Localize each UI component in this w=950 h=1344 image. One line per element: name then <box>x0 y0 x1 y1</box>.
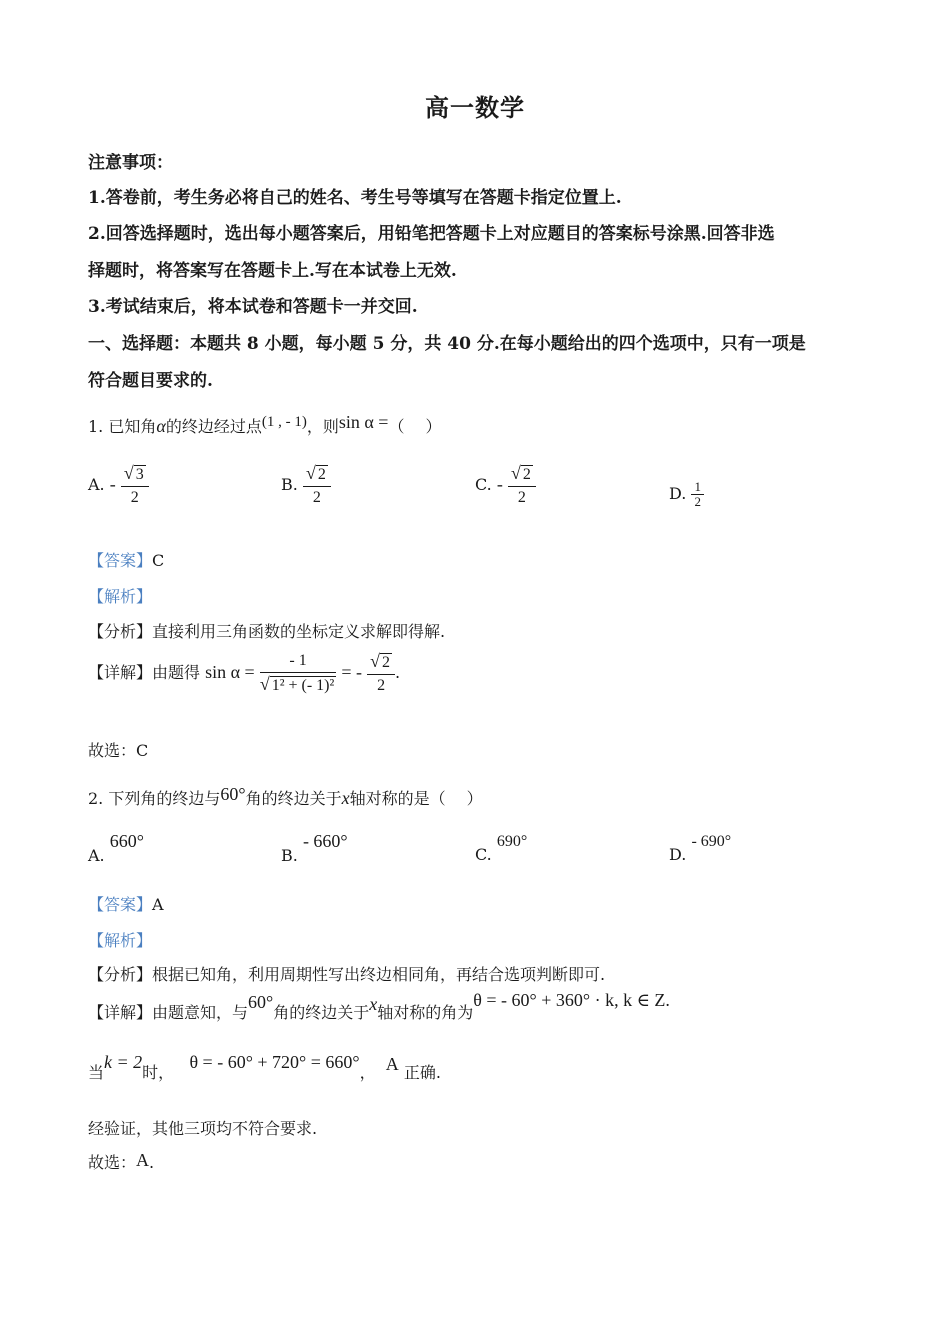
fraction: $\frac{- 1}{\text{√ 1² + (- 1)²}}$ <box>259 652 335 694</box>
theta-formula: θ = - 60° + 360° · k, k ∈ Z. <box>473 990 670 1010</box>
q2-verify: 经验证，其他三项均不符合要求. <box>88 1119 318 1138</box>
fraction: $\frac{√ 2}{2}$ <box>367 650 395 697</box>
fraction: $\frac{√ 2}{2}$ <box>303 462 331 509</box>
q1-detail: 【详解】由题得 sin α = $\frac{- 1}{\text{√ 1² + (- 1)²}}$ = - $\frac{√ 2}{2}$ . <box>88 650 400 697</box>
alpha-symbol: α <box>156 416 166 436</box>
q2-option-b[interactable]: B. - 660° <box>281 831 348 865</box>
section-heading-b: 符合题目要求的. <box>88 371 213 391</box>
q2-option-a[interactable]: A. 660° <box>88 831 144 865</box>
q1-choose: 故选：C <box>88 741 149 760</box>
sin-expr: sin α = <box>338 412 389 432</box>
page-title: 高一数学 <box>425 93 525 122</box>
fraction: $\frac{√ 3}{2}$ <box>121 462 149 509</box>
q1-option-a[interactable]: A. - $\frac{√ 3}{2}$ <box>88 462 149 509</box>
notice-item-1: 1.答卷前，考生务必将自己的姓名、考生号等填写在答题卡指定位置上. <box>88 188 622 208</box>
notice-item-2b: 择题时，将答案写在答题卡上.写在本试卷上无效. <box>88 261 457 281</box>
q2-analysis-tag: 【解析】 <box>88 931 153 950</box>
q1-option-c[interactable]: C. - $\frac{√ 2}{2}$ <box>475 462 536 509</box>
q2-fenxi: 【分析】根据已知角，利用周期性写出终边相同角，再结合选项判断即可. <box>88 965 606 984</box>
q2-option-c[interactable]: C. 690° <box>475 833 528 864</box>
point-coord: (1 , - 1) <box>261 414 307 430</box>
q2-choose: 故选：A. <box>88 1150 155 1172</box>
q1-answer: 【答案】C <box>88 551 165 570</box>
notice-item-3: 3.考试结束后，将本试卷和答题卡一并交回. <box>88 297 418 317</box>
notice-item-2a: 2.回答选择题时，选出每小题答案后，用铅笔把答题卡上对应题目的答案标号涂黑.回答非选 <box>88 224 775 244</box>
theta-calc: θ = - 60° + 720° = 660° <box>189 1052 360 1072</box>
q2-detail: 【详解】由题意知，与60°角的终边关于x轴对称的角为θ = - 60° + 360° · k, k ∈ Z. <box>88 990 670 1022</box>
q2-answer: 【答案】A <box>88 895 164 914</box>
q1-analysis-tag: 【解析】 <box>88 587 153 606</box>
question-1-stem: 1. 已知角α的终边经过点(1 , - 1)，则sin α =（ ） <box>88 412 442 436</box>
q2-when: 当k = 2时， θ = - 60° + 720° = 660°， A 正确. <box>88 1052 441 1082</box>
q2-option-d[interactable]: D. - 690° <box>669 833 732 864</box>
section-heading-a: 一、选择题：本题共 8 小题，每小题 5 分，共 40 分.在每小题给出的四个选项中，只有一项是 <box>88 334 806 354</box>
fraction: $\frac{1}{2}$ <box>691 480 704 509</box>
notice-heading: 注意事项： <box>88 153 173 173</box>
angle-60: 60° <box>220 784 246 804</box>
fraction: $\frac{√ 2}{2}$ <box>508 462 536 509</box>
question-2-stem: 2. 下列角的终边与60°角的终边关于x轴对称的是（ ） <box>88 784 483 808</box>
q1-fenxi: 【分析】直接利用三角函数的坐标定义求解即得解. <box>88 622 446 641</box>
q1-option-d[interactable]: D. $\frac{1}{2}$ <box>669 480 704 509</box>
q1-option-b[interactable]: B. $\frac{√ 2}{2}$ <box>281 462 331 509</box>
